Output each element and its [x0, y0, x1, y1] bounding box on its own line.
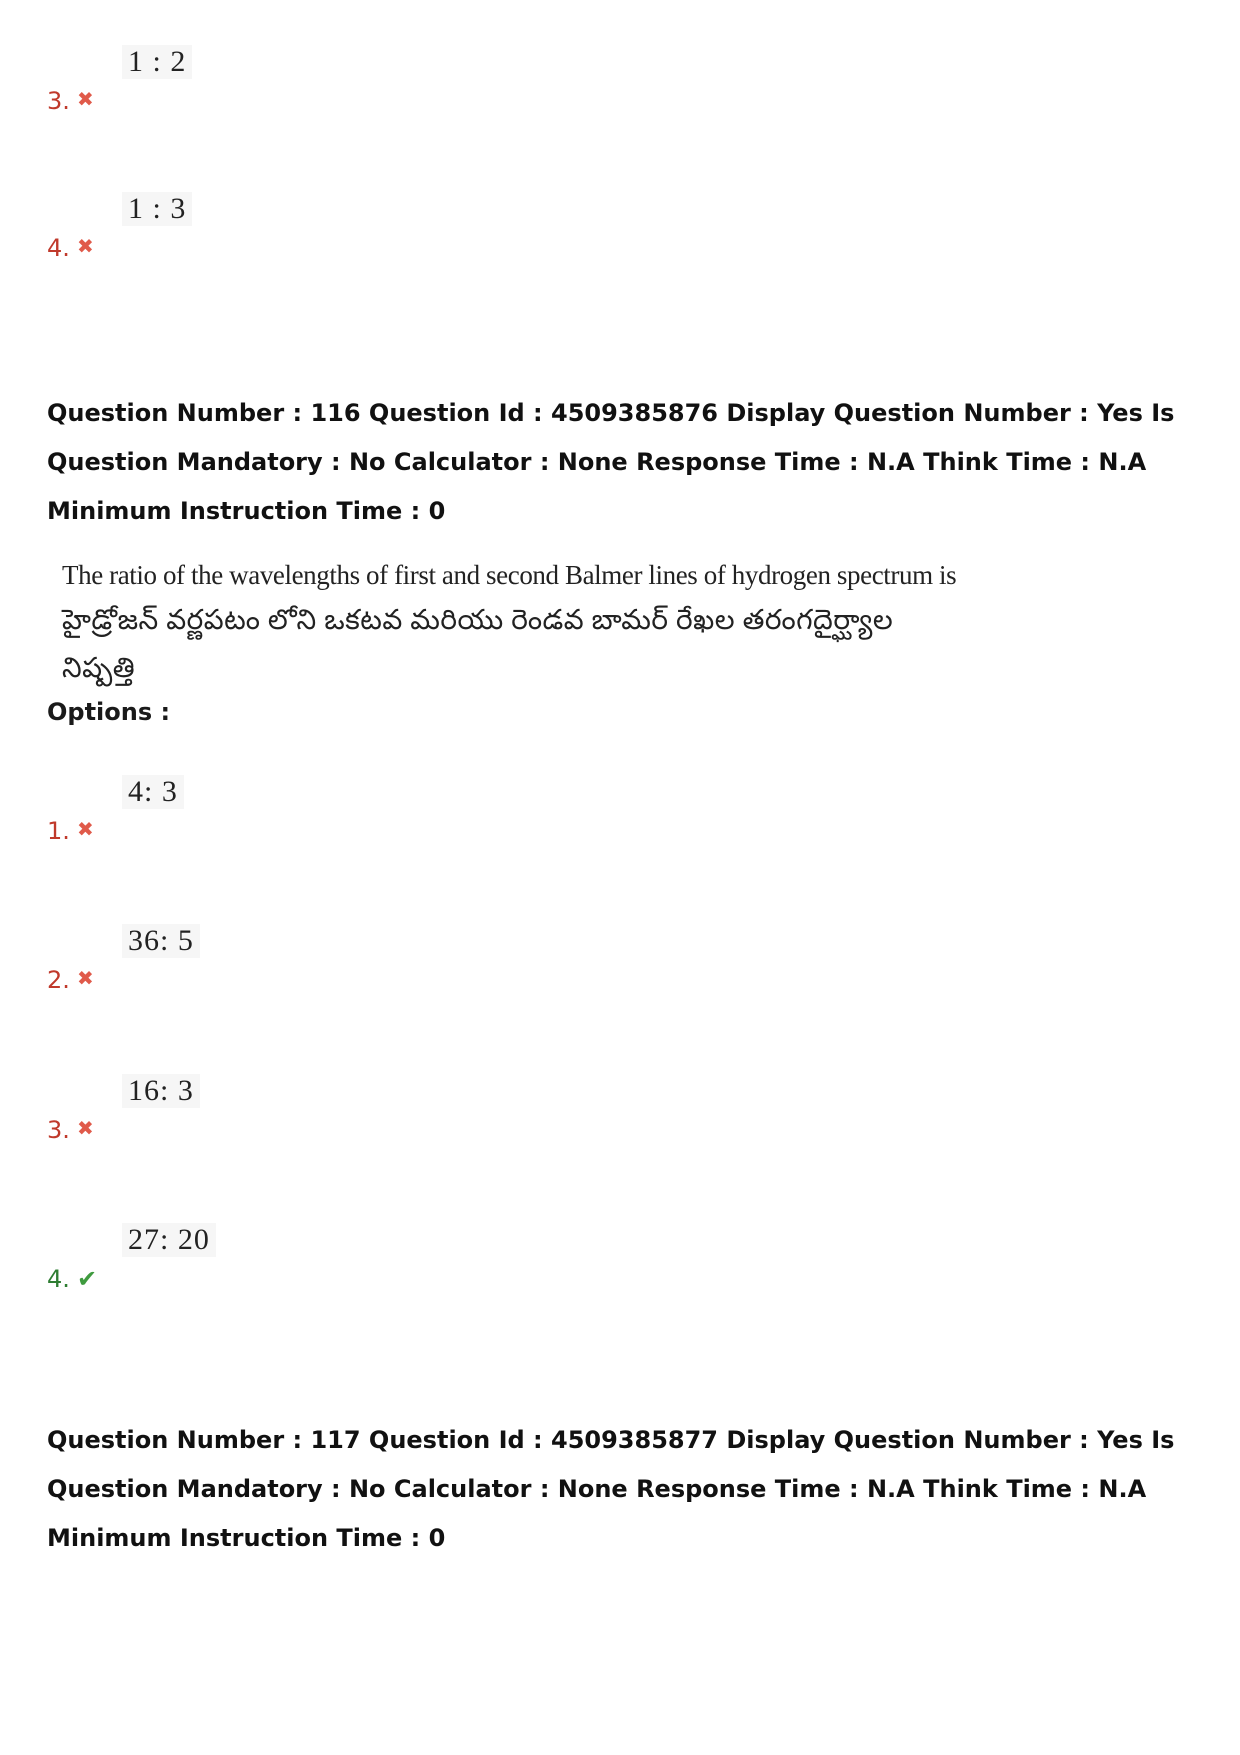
cross-icon: ✖: [77, 966, 94, 990]
option-number: 4.: [47, 234, 70, 262]
option-number: 4.: [47, 1265, 70, 1293]
option-2: [47, 924, 447, 994]
question-117-meta: Question Number : 117 Question Id : 4509385877 Display Question Number : Yes Is Question Mandatory : No Calculator : None Response Time : N.A Think Time : N.A Minimum Instruction Time : 0: [47, 1426, 1175, 1552]
cross-icon: ✖: [77, 1116, 94, 1140]
option-3: [47, 1074, 447, 1144]
option-value: 27: 20: [122, 1223, 216, 1257]
options-label: Options :: [47, 698, 171, 726]
option-number: 2.: [47, 966, 70, 994]
check-icon: ✔: [77, 1265, 98, 1293]
option-value: 36: 5: [122, 924, 200, 958]
option-number: 3.: [47, 87, 70, 115]
option-value: 1 : 3: [122, 192, 192, 226]
option-number: 1.: [47, 817, 70, 845]
option-number: 3.: [47, 1116, 70, 1144]
cross-icon: ✖: [77, 234, 94, 258]
option-3-prev: [47, 45, 447, 115]
option-value: 4: 3: [122, 775, 184, 809]
option-1: [47, 775, 447, 845]
option-value: 1 : 2: [122, 45, 192, 79]
question-text-english: The ratio of the wavelengths of first and second Balmer lines of hydrogen spectrum is: [62, 560, 957, 590]
option-4-prev: [47, 192, 447, 262]
cross-icon: ✖: [77, 87, 94, 111]
cross-icon: ✖: [77, 817, 94, 841]
option-value: 16: 3: [122, 1074, 200, 1108]
option-4-correct: [47, 1223, 447, 1293]
question-116-meta: Question Number : 116 Question Id : 4509385876 Display Question Number : Yes Is Question Mandatory : No Calculator : None Response Time : N.A Think Time : N.A Minimum Instruction Time : 0: [47, 399, 1175, 525]
question-text-telugu: హైడ్రోజన్ వర్ణపటం లోని ఒకటవ మరియు రెండవ బామర్ రేఖల తరంగదైర్ఘ్యాల నిష్పత్తి: [62, 605, 894, 684]
question-116-text: [62, 553, 962, 693]
